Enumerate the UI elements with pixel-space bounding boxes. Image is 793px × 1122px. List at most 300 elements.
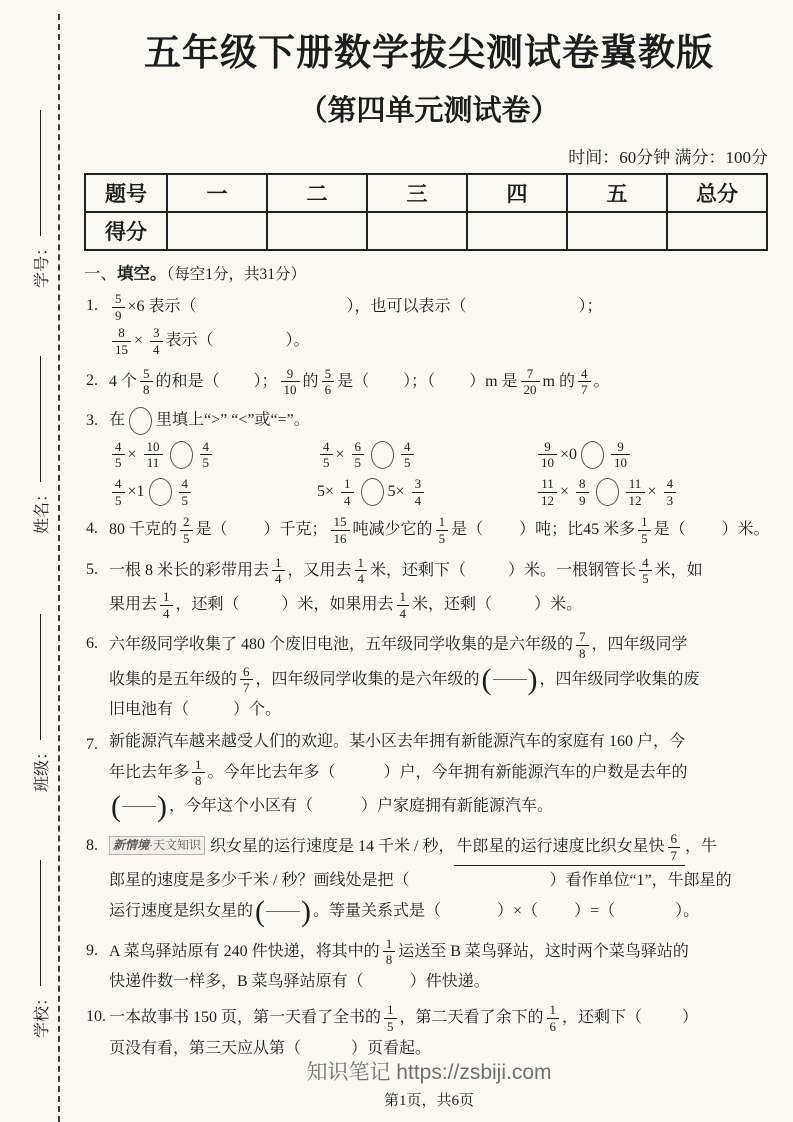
comparison-item bbox=[535, 440, 774, 470]
question-7 bbox=[84, 729, 774, 824]
fraction bbox=[112, 440, 125, 470]
fraction-denominator: 5 bbox=[354, 455, 362, 471]
question-line bbox=[109, 790, 774, 824]
section-header bbox=[84, 260, 774, 284]
fraction-numerator: 6 bbox=[352, 440, 365, 456]
text-run: ）个。 bbox=[233, 700, 282, 718]
text-run: ，四年级同学 bbox=[591, 636, 688, 654]
fraction-denominator: 5 bbox=[323, 455, 330, 471]
question-2 bbox=[84, 365, 774, 399]
margin-label: 班级： bbox=[33, 743, 51, 792]
fraction-numerator: 10 bbox=[144, 440, 163, 456]
text-run: ，又用去 bbox=[287, 561, 352, 579]
fraction-numerator: 1 bbox=[638, 515, 651, 531]
paper-subtitle: （第四单元测试卷） bbox=[298, 95, 560, 127]
margin-label-block bbox=[29, 356, 51, 534]
answer-blank-gap bbox=[467, 310, 579, 311]
comparison-circle-blank bbox=[361, 478, 384, 506]
paren-right: ) bbox=[157, 789, 167, 823]
fraction bbox=[150, 326, 163, 356]
answer-blank-gap bbox=[313, 810, 361, 811]
question-4 bbox=[84, 513, 774, 547]
margin-label: 学校： bbox=[33, 989, 51, 1038]
question-line bbox=[109, 628, 774, 662]
score-row-label: 得分 bbox=[85, 212, 167, 250]
margin-label-block bbox=[29, 110, 51, 288]
fraction-denominator: 6 bbox=[324, 382, 332, 398]
text-run: ）m 是 bbox=[469, 372, 518, 390]
question-line bbox=[109, 290, 774, 324]
fraction-denominator: 3 bbox=[666, 492, 674, 508]
text-run: 年比去年多 bbox=[109, 763, 190, 781]
question-line bbox=[109, 513, 774, 547]
question-number: 9. bbox=[86, 941, 98, 959]
fraction bbox=[355, 556, 368, 586]
text-run: ）。 bbox=[675, 902, 700, 920]
fraction bbox=[341, 477, 354, 507]
fraction-denominator: 6 bbox=[549, 1018, 557, 1034]
text-run: 5× bbox=[387, 482, 409, 500]
fraction-numerator: 3 bbox=[150, 326, 163, 342]
margin-fill-line bbox=[40, 110, 41, 236]
answer-blank-gap bbox=[538, 914, 574, 915]
score-table-header-cell: 五 bbox=[567, 174, 667, 212]
text-run: 旧电池有（ bbox=[109, 700, 190, 718]
fraction bbox=[179, 477, 192, 507]
text-run: ）； bbox=[578, 297, 603, 315]
answer-blank-gap bbox=[492, 608, 534, 609]
fraction bbox=[180, 515, 193, 545]
question-line bbox=[109, 663, 774, 697]
fraction-denominator: 16 bbox=[333, 531, 347, 547]
fraction bbox=[352, 440, 365, 470]
text-run: 是（ bbox=[337, 372, 370, 390]
question-number: 1. bbox=[86, 297, 98, 314]
text-run: ）米。 bbox=[534, 595, 583, 613]
comparison-item bbox=[317, 477, 535, 507]
text-run: 六年级同学收集了 480 个废旧电池，五年级同学收集的是六年级的 bbox=[109, 636, 574, 654]
fraction-denominator: 4 bbox=[399, 605, 407, 621]
score-table-score-row bbox=[85, 212, 767, 250]
text-run: 。今年比去年多（ bbox=[207, 763, 336, 781]
score-table-header-cell: 四 bbox=[467, 174, 567, 212]
text-run: ）吨；比45 米多 bbox=[519, 521, 636, 539]
context-tag-topic: 天文知识 bbox=[153, 837, 202, 852]
fraction-numerator: 2 bbox=[180, 515, 193, 531]
text-run: 牛郎星的运行速度比织女星快 bbox=[456, 837, 665, 855]
fraction-numerator: 7 bbox=[521, 367, 540, 383]
fraction-numerator: 4 bbox=[112, 440, 125, 456]
question-line bbox=[109, 697, 774, 723]
text-run: ）户家庭拥有新能源汽车。 bbox=[361, 797, 554, 815]
comparison-item bbox=[535, 477, 774, 507]
text-run: 新能源汽车越来越受人们的欢迎。某小区去年拥有新能源汽车的家庭有 160 户，今 bbox=[109, 733, 686, 751]
fraction-numerator: 9 bbox=[611, 440, 630, 456]
question-line bbox=[109, 830, 774, 868]
fraction bbox=[576, 630, 589, 660]
question-line bbox=[109, 588, 774, 622]
fraction-blank bbox=[255, 894, 312, 928]
fraction-numerator: 9 bbox=[281, 367, 300, 383]
text-run: 的和是（ bbox=[155, 372, 220, 390]
question-6 bbox=[84, 628, 774, 723]
paren-left: ( bbox=[111, 789, 121, 823]
fraction bbox=[331, 515, 350, 545]
comparison-grid bbox=[109, 440, 774, 508]
context-tag-prefix: 新情境 bbox=[113, 837, 150, 852]
fraction-denominator: 8 bbox=[195, 773, 202, 789]
fraction-blank-line bbox=[122, 806, 156, 807]
fraction bbox=[112, 326, 131, 356]
question-line bbox=[109, 405, 774, 437]
time-score-meta: 时间：60分钟 满分：100分 bbox=[568, 148, 768, 167]
text-run: ）千克； bbox=[263, 521, 328, 539]
text-run: 页没有看，第三天应从第（ bbox=[109, 1039, 302, 1057]
fraction-numerator: 4 bbox=[200, 440, 213, 456]
fraction-blank bbox=[481, 662, 538, 696]
fraction-numerator: 5 bbox=[140, 367, 153, 383]
fraction-denominator: 20 bbox=[523, 382, 537, 398]
fraction bbox=[384, 1003, 397, 1033]
question-1 bbox=[84, 290, 774, 359]
score-table-header-cell: 总分 bbox=[667, 174, 767, 212]
fraction-numerator: 9 bbox=[538, 440, 557, 456]
margin-label-block bbox=[29, 860, 51, 1038]
fraction-denominator: 5 bbox=[641, 531, 648, 547]
fraction bbox=[160, 590, 173, 620]
text-run: × bbox=[335, 445, 349, 463]
fraction bbox=[383, 937, 396, 967]
text-run: ）。 bbox=[285, 332, 310, 350]
comparison-circle-blank bbox=[170, 441, 193, 469]
fraction bbox=[547, 1003, 560, 1033]
text-run: 一本故事书 150 页，第一天看了全书的 bbox=[109, 1009, 382, 1027]
fraction bbox=[281, 367, 300, 397]
fraction bbox=[538, 477, 557, 507]
text-run: × bbox=[647, 482, 661, 500]
fraction-denominator: 12 bbox=[628, 492, 642, 508]
text-run: ，还剩下（ bbox=[562, 1009, 643, 1027]
answer-blank-gap bbox=[409, 884, 549, 885]
fraction-denominator: 8 bbox=[143, 382, 150, 398]
fraction-numerator: 5 bbox=[112, 292, 125, 308]
text-run: ，牛 bbox=[685, 837, 718, 855]
question-9 bbox=[84, 935, 774, 996]
text-run: ）看作单位“1”，牛郎星的 bbox=[549, 872, 732, 890]
fraction-numerator: 11 bbox=[538, 477, 557, 493]
fraction-numerator: 11 bbox=[626, 477, 645, 493]
fraction-numerator: 3 bbox=[412, 477, 425, 493]
answer-blank-gap bbox=[197, 310, 347, 311]
score-empty-cell bbox=[367, 212, 467, 250]
question-line bbox=[109, 969, 774, 995]
question-number: 10. bbox=[86, 1008, 106, 1026]
margin-label: 姓名： bbox=[33, 485, 51, 534]
paren-left: ( bbox=[255, 894, 266, 928]
text-run: ） bbox=[682, 1009, 699, 1027]
fraction-denominator: 12 bbox=[541, 492, 554, 508]
fraction-blank-line bbox=[493, 679, 527, 680]
fraction bbox=[272, 556, 285, 586]
margin-fill-line bbox=[40, 860, 41, 986]
text-run: 是（ bbox=[195, 521, 228, 539]
fraction-numerator: 7 bbox=[576, 630, 589, 646]
answer-blank-gap bbox=[642, 1021, 682, 1022]
answer-blank-gap bbox=[240, 608, 282, 609]
score-table-header-cell: 三 bbox=[367, 174, 467, 212]
fraction-denominator: 15 bbox=[115, 341, 128, 357]
text-run: 一根 8 米长的彩带用去 bbox=[109, 561, 270, 579]
text-run: A 菜鸟驿站原有 240 件快递，将其中的 bbox=[109, 942, 380, 960]
comparison-circle-blank bbox=[581, 441, 604, 469]
fraction-numerator: 6 bbox=[668, 832, 681, 848]
question-number: 6. bbox=[86, 635, 98, 653]
question-line bbox=[109, 935, 774, 969]
answer-blank-gap bbox=[189, 713, 233, 714]
fraction-denominator: 10 bbox=[614, 455, 628, 471]
fraction bbox=[538, 440, 557, 470]
question-number: 5. bbox=[86, 560, 98, 578]
binding-dashed-line bbox=[58, 14, 60, 1122]
watermark: 知识笔记 https://zsbiji.com bbox=[306, 1061, 552, 1084]
fraction-numerator: 4 bbox=[401, 440, 414, 456]
fraction-denominator: 4 bbox=[275, 571, 282, 587]
fraction-numerator: 4 bbox=[578, 367, 591, 383]
comparison-circle-blank bbox=[129, 407, 152, 435]
fraction-numerator: 4 bbox=[639, 556, 652, 572]
answer-blank-gap bbox=[686, 533, 722, 534]
fraction bbox=[639, 556, 652, 586]
fraction-numerator: 1 bbox=[436, 515, 449, 531]
text-run: ）×（ bbox=[497, 902, 539, 920]
text-run: ）米。 bbox=[721, 521, 770, 539]
text-run: ×0 bbox=[560, 445, 578, 463]
fraction-numerator: 4 bbox=[112, 477, 125, 493]
fraction-denominator: 4 bbox=[357, 571, 365, 587]
margin-label: 学号： bbox=[33, 239, 51, 288]
question-number: 7. bbox=[86, 736, 98, 754]
text-run: 吨减少它的 bbox=[352, 521, 433, 539]
fraction-denominator: 5 bbox=[438, 531, 446, 547]
fraction-numerator: 1 bbox=[383, 937, 396, 953]
answer-blank-gap bbox=[301, 1052, 351, 1053]
fraction-numerator: 6 bbox=[240, 665, 253, 681]
fraction-numerator: 1 bbox=[160, 590, 173, 606]
score-empty-cell bbox=[567, 212, 667, 250]
text-run: × bbox=[134, 332, 148, 350]
question-line bbox=[109, 554, 774, 588]
fraction bbox=[240, 665, 253, 695]
section-title: 填空。 bbox=[117, 264, 167, 283]
section-number: 一、 bbox=[84, 264, 117, 283]
fraction-denominator: 8 bbox=[385, 952, 393, 968]
score-empty-cell bbox=[167, 212, 267, 250]
fraction-blank bbox=[111, 789, 167, 823]
text-run: 运送至 B 菜鸟驿站，这时两个菜鸟驿站的 bbox=[398, 942, 689, 960]
fraction-numerator: 1 bbox=[192, 758, 205, 774]
text-run: 郎星的速度是多少千米 / 秒？画线处是把（ bbox=[109, 872, 410, 890]
fraction-denominator: 10 bbox=[541, 455, 554, 471]
text-run: 收集的是五年级的 bbox=[109, 670, 238, 688]
fraction-numerator: 1 bbox=[355, 556, 368, 572]
fraction bbox=[668, 832, 681, 862]
answer-blank-gap bbox=[228, 533, 264, 534]
text-run: 。 bbox=[593, 372, 610, 390]
fraction bbox=[112, 292, 125, 322]
score-empty-cell bbox=[267, 212, 367, 250]
comparison-item bbox=[109, 440, 317, 470]
text-run: ，还剩（ bbox=[175, 595, 240, 613]
fraction-denominator: 11 bbox=[146, 455, 160, 471]
paren-right: ) bbox=[301, 894, 312, 928]
question-10 bbox=[84, 1001, 774, 1062]
text-run: ，今年这个小区有（ bbox=[169, 797, 314, 815]
fraction-denominator: 7 bbox=[243, 680, 250, 696]
margin-fill-line bbox=[40, 356, 41, 482]
fraction-numerator: 4 bbox=[179, 477, 192, 493]
text-run: ）件快递。 bbox=[409, 972, 490, 990]
text-run: 米，还剩下（ bbox=[370, 561, 467, 579]
text-run: 米，如 bbox=[654, 561, 703, 579]
text-run: 在 bbox=[109, 411, 126, 429]
score-empty-cell bbox=[467, 212, 567, 250]
page-number: 第1页，共6页 bbox=[383, 1093, 474, 1109]
fraction bbox=[397, 590, 410, 620]
question-line bbox=[109, 365, 774, 399]
score-empty-cell bbox=[667, 212, 767, 250]
score-table-header-row bbox=[85, 174, 767, 212]
margin-label-block bbox=[29, 614, 51, 792]
text-run: 5× bbox=[317, 482, 339, 500]
text-run: ）=（ bbox=[574, 902, 616, 920]
comparison-circle-blank bbox=[149, 478, 172, 506]
text-run: 是（ bbox=[451, 521, 484, 539]
fraction-numerator: 1 bbox=[272, 556, 285, 572]
text-run: ）； bbox=[253, 372, 278, 390]
context-tag-badge bbox=[109, 836, 205, 856]
fraction-denominator: 5 bbox=[115, 492, 122, 508]
question-line bbox=[109, 895, 774, 929]
text-run: ），也可以表示（ bbox=[346, 297, 467, 315]
margin-fill-line bbox=[40, 614, 41, 740]
fraction-denominator: 4 bbox=[414, 492, 422, 508]
fraction bbox=[626, 477, 645, 507]
question-number: 4. bbox=[86, 520, 98, 538]
fraction bbox=[320, 440, 333, 470]
fraction-numerator: 15 bbox=[331, 515, 350, 531]
text-run: ，四年级同学收集的废 bbox=[539, 670, 700, 688]
text-run: 果用去 bbox=[109, 595, 158, 613]
text-run: 80 千克的 bbox=[109, 521, 178, 539]
fraction-numerator: 1 bbox=[341, 477, 354, 493]
answer-blank-gap bbox=[214, 344, 286, 345]
text-run: ）；（ bbox=[403, 372, 436, 390]
text-run: ，四年级同学收集的是六年级的 bbox=[255, 670, 480, 688]
fraction bbox=[140, 367, 153, 397]
fraction-numerator: 8 bbox=[576, 477, 589, 493]
fraction-numerator: 4 bbox=[320, 440, 333, 456]
fraction-numerator: 8 bbox=[112, 326, 131, 342]
answer-blank-gap bbox=[483, 533, 519, 534]
fraction-numerator: 1 bbox=[547, 1003, 560, 1019]
comparison-item bbox=[109, 477, 317, 507]
fraction bbox=[578, 367, 591, 397]
answer-blank-gap bbox=[435, 384, 469, 385]
text-run: 表示（ bbox=[165, 332, 214, 350]
underlined-phrase bbox=[454, 832, 685, 866]
text-run: m 的 bbox=[542, 372, 575, 390]
text-run: ，第二天看了余下的 bbox=[399, 1009, 544, 1027]
fraction-denominator: 4 bbox=[153, 341, 160, 357]
fraction bbox=[112, 477, 125, 507]
answer-blank-gap bbox=[466, 574, 508, 575]
text-run: 是（ bbox=[653, 521, 686, 539]
question-line bbox=[109, 756, 774, 790]
comparison-item bbox=[317, 440, 535, 470]
fraction bbox=[401, 440, 414, 470]
fraction bbox=[192, 758, 205, 788]
fraction bbox=[322, 367, 335, 397]
text-run: 米，还剩（ bbox=[412, 595, 493, 613]
text-run: 。等量关系式是（ bbox=[313, 902, 442, 920]
fraction-denominator: 9 bbox=[115, 307, 122, 323]
fraction-denominator: 5 bbox=[387, 1018, 394, 1034]
paren-right: ) bbox=[527, 662, 538, 696]
text-run: 4 个 bbox=[109, 372, 138, 390]
score-table-header-cell: 二 bbox=[267, 174, 367, 212]
question-number: 8. bbox=[86, 836, 98, 854]
answer-blank-gap bbox=[441, 914, 497, 915]
fraction-denominator: 5 bbox=[642, 571, 649, 587]
text-run: ）米。一根钢管长 bbox=[508, 561, 637, 579]
comparison-circle-blank bbox=[596, 478, 619, 506]
fraction-denominator: 5 bbox=[183, 531, 190, 547]
text-run: ）户，今年拥有新能源汽车的户数是去年的 bbox=[383, 763, 688, 781]
fraction-denominator: 5 bbox=[404, 455, 411, 471]
comparison-circle-blank bbox=[371, 441, 394, 469]
score-table bbox=[84, 173, 768, 251]
paper-main bbox=[84, 0, 774, 1062]
score-table-header-cell: 题号 bbox=[85, 174, 167, 212]
text-run: ）页看起。 bbox=[351, 1039, 432, 1057]
text-run: ×6 表示（ bbox=[127, 297, 197, 315]
text-run: 快递件数一样多，B 菜鸟驿站原有（ bbox=[109, 972, 364, 990]
fraction bbox=[521, 367, 540, 397]
question-line bbox=[109, 729, 774, 755]
fraction-denominator: 4 bbox=[344, 492, 351, 508]
answer-blank-gap bbox=[615, 914, 675, 915]
fraction bbox=[436, 515, 449, 545]
text-run: × bbox=[560, 482, 574, 500]
paren-left: ( bbox=[481, 662, 492, 696]
fraction-denominator: 8 bbox=[579, 645, 586, 661]
question-line bbox=[109, 868, 774, 894]
text-run: 织女星的运行速度是 14 千米 / 秒， bbox=[210, 837, 455, 855]
fraction-denominator: 7 bbox=[581, 382, 588, 398]
text-run: 运行速度是织女星的 bbox=[109, 902, 254, 920]
fraction bbox=[576, 477, 589, 507]
text-run: × bbox=[127, 445, 141, 463]
text-run: 里填上“>” “<”或“=”。 bbox=[156, 411, 310, 429]
fraction-numerator: 4 bbox=[664, 477, 677, 493]
fraction-numerator: 5 bbox=[322, 367, 335, 383]
question-number: 3. bbox=[86, 411, 98, 429]
fraction bbox=[664, 477, 677, 507]
fraction-denominator: 4 bbox=[163, 605, 170, 621]
fraction-denominator: 5 bbox=[202, 455, 210, 471]
fraction bbox=[611, 440, 630, 470]
fraction-denominator: 7 bbox=[670, 847, 677, 863]
